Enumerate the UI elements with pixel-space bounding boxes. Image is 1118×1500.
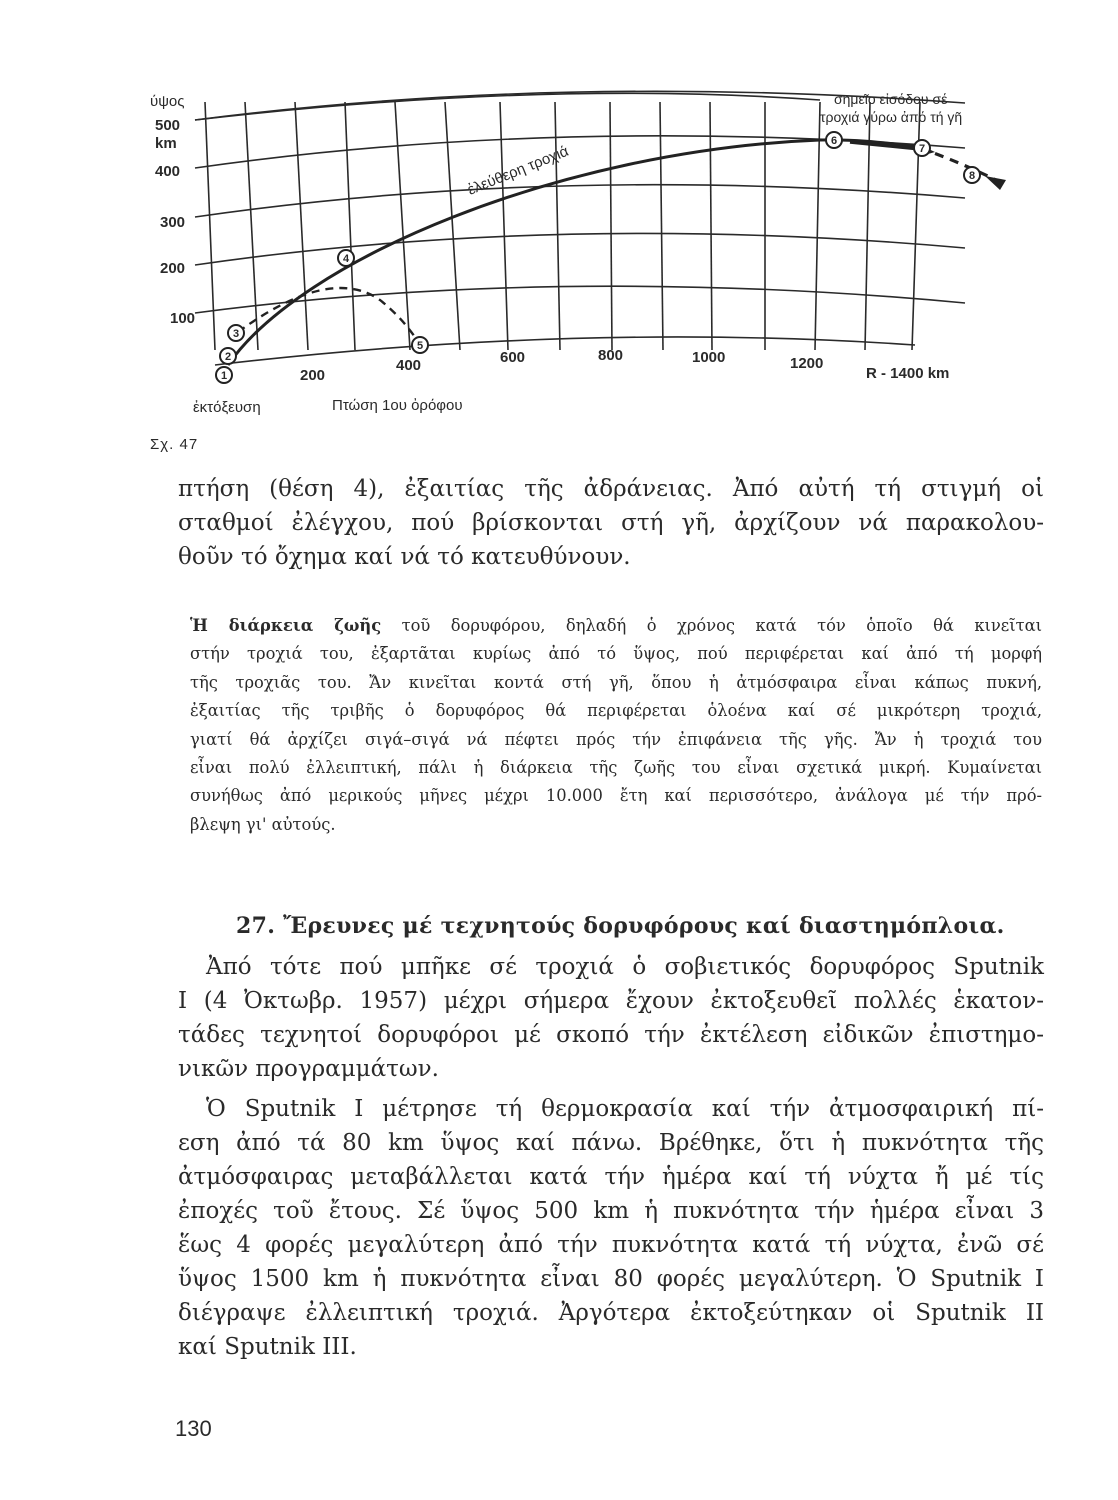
x-tick-200: 200	[300, 367, 326, 384]
text-line	[190, 612, 1042, 640]
text-line: ἀτμόσφαιρας μεταβάλλεται κατά τήν ἡμέρα καί τή νύχτα ἤ μέ τίς	[178, 1164, 1044, 1190]
text-line: τάδες τεχνητοί δορυφόροι μέ σκοπό τήν ἐκτέλεση εἰδικῶν ἐπιστημο-	[178, 1022, 1044, 1048]
x-tick-1400: R - 1400 km	[866, 365, 950, 382]
marker-number: 8	[968, 170, 976, 182]
position-marker-8	[964, 167, 980, 183]
curve-label: ἐλεύθερη τροχιά	[465, 142, 572, 199]
text-line: ἐξαιτίας τῆς τριβῆς ὁ δορυφόρος θά περιφέρεται ὁλοένα καί σέ μικρότερη τροχιά,	[190, 701, 1042, 721]
text-span: τοῦ δορυφόρου, δηλαδή ὁ χρόνος κατά τόν ὁποῖο θά κινεῖται	[381, 616, 1043, 635]
grid-radial	[710, 102, 712, 350]
first-stage-fall-curve	[238, 288, 420, 345]
text-line: στήν τροχιά του, ἐξαρτᾶται κυρίως ἀπό τό ὕψος, πού περιφέρεται καί ἀπό τή μορφή	[190, 644, 1042, 664]
fall-label: Πτώση 1ου ὀρόφου	[332, 397, 463, 414]
text-line: σταθμοί ἐλέγχου, πού βρίσκονται στή γῆ, ἀρχίζουν νά παρακολου-	[178, 510, 1044, 536]
launch-label: ἐκτόξευση	[193, 399, 261, 416]
y-tick-400: 400	[155, 163, 181, 180]
position-marker-6	[826, 132, 842, 148]
x-tick-1000: 1000	[692, 349, 726, 366]
grid-radial	[610, 102, 612, 350]
grid-arc	[195, 233, 965, 265]
grid-arc-top	[195, 93, 820, 120]
paragraph-4	[178, 1092, 1044, 1364]
text-line: I (4 Ὀκτωβρ. 1957) μέχρι σήμερα ἔχουν ἐκτοξευθεῖ πολλές ἑκατον-	[178, 988, 1044, 1014]
text-line: Ἀπό τότε πού μπῆκε σέ τροχιά ὁ σοβιετικός δορυφόρος Sputnik	[206, 954, 1044, 980]
text-line: καί Sputnik III.	[178, 1334, 357, 1360]
grid-radial	[445, 102, 460, 350]
x-tick-800: 800	[598, 347, 624, 364]
y-tick-300: 300	[160, 214, 186, 231]
position-marker-4	[338, 250, 354, 266]
y-axis-title: ύψος	[150, 93, 185, 110]
grid-radial	[245, 102, 258, 350]
position-marker-3	[228, 325, 244, 341]
figure-grid	[195, 91, 965, 365]
bold-term: Ἡ διάρκεια ζωῆς	[190, 616, 382, 635]
grid-radial	[395, 102, 410, 350]
text-line: διέγραψε ἐλλειπτική τροχιά. Ἀργότερα ἐκτοξεύτηκαν οἱ Sputnik II	[178, 1300, 1044, 1326]
grid-radial	[295, 102, 308, 350]
text-line: ὕψος 1500 km ἡ πυκνότητα εἶναι 80 φορές μεγαλύτερη. Ὁ Sputnik I	[178, 1266, 1044, 1292]
grid-arc	[195, 185, 965, 217]
marker-number: 5	[416, 340, 424, 352]
x-tick-400: 400	[396, 357, 422, 374]
position-marker-7	[914, 140, 930, 156]
grid-radial	[912, 102, 920, 350]
text-line: εἶναι πολύ ἐλλειπτική, πάλι ἡ διάρκεια τῆς ζωῆς του εἶναι σχετικά μικρή. Κυμαίνεται	[190, 758, 1042, 778]
marker-number: 1	[220, 370, 228, 382]
text-line: θοῦν τό ὄχημα καί νά τό κατευθύνουν.	[178, 544, 631, 570]
text-line: τῆς τροχιᾶς του. Ἄν κινεῖται κοντά στή γῆ, ὅπου ἡ ἀτμόσφαιρα εἶναι κάπως πυκνή,	[190, 672, 1042, 692]
text-line: πτήση (θέση 4), ἐξαιτίας τῆς ἀδράνειας. Ἀπό αὐτή τή στιγμή οἱ	[178, 476, 1044, 502]
position-marker-5	[412, 337, 428, 353]
marker-number: 2	[224, 351, 232, 363]
position-marker-1	[216, 367, 232, 383]
text-line: βλεψη γι' αὐτούς.	[190, 814, 336, 834]
text-line: Ὁ Sputnik I μέτρησε τή θερμοκρασία καί τήν ἀτμοσφαιρική πί-	[206, 1096, 1044, 1122]
marker-number: 7	[918, 143, 926, 155]
y-tick-100: 100	[170, 310, 196, 327]
x-tick-1200: 1200	[790, 355, 824, 372]
paragraph-3	[178, 950, 1044, 1086]
grid-radial	[205, 102, 215, 350]
text-line: εση ἀπό τά 80 km ὕψος καί πάνω. Βρέθηκε, ὅτι ἡ πυκνότητα τῆς	[178, 1130, 1044, 1156]
x-tick-600: 600	[500, 349, 526, 366]
y-tick-unit: km	[155, 135, 177, 152]
figure-caption: Σχ. 47	[150, 436, 199, 453]
y-tick-200: 200	[160, 260, 186, 277]
y-tick-500: 500	[155, 117, 181, 134]
page-number: 130	[175, 1416, 212, 1441]
trajectory-figure	[0, 0, 1118, 430]
grid-radial	[342, 102, 355, 350]
trajectory-arrowhead	[985, 176, 1006, 190]
paragraph-2	[190, 612, 1042, 839]
grid-radial	[660, 102, 663, 350]
text-line: ἕως 4 φορές μεγαλύτερη ἀπό τήν πυκνότητα κατά τή νύχτα, ἐνῶ σέ	[178, 1232, 1044, 1258]
entry-label-line2: τροχιά γύρω ἀπό τή γῆ	[820, 109, 963, 125]
marker-number: 4	[342, 253, 350, 265]
position-marker-2	[220, 348, 236, 364]
text-line: νικῶν προγραμμάτων.	[178, 1056, 439, 1082]
text-line: γιατί θά ἀρχίζει σιγά–σιγά νά πέφτει πρός τήν ἐπιφάνεια τῆς γῆς. Ἄν ἡ τροχιά του	[190, 729, 1042, 749]
paragraph-1	[178, 472, 1044, 574]
marker-number: 6	[830, 135, 838, 147]
text-line: συνήθως ἀπό μερικούς μῆνες μέχρι 10.000 ἔτη καί περισσότερο, ἀνάλογα μέ τήν πρό-	[190, 786, 1042, 806]
section-heading: 27. Ἔρευνες μέ τεχνητούς δορυφόρους καί διαστημόπλοια.	[236, 913, 1005, 939]
entry-label-line1: σημεῖο εἰσόδου σέ	[834, 91, 948, 107]
grid-radial	[555, 102, 560, 350]
marker-number: 3	[232, 328, 240, 340]
text-line: ἐποχές τοῦ ἔτους. Σέ ὕψος 500 km ἡ πυκνότητα τήν ἡμέρα εἶναι 3	[178, 1198, 1044, 1224]
grid-radial	[865, 102, 870, 350]
